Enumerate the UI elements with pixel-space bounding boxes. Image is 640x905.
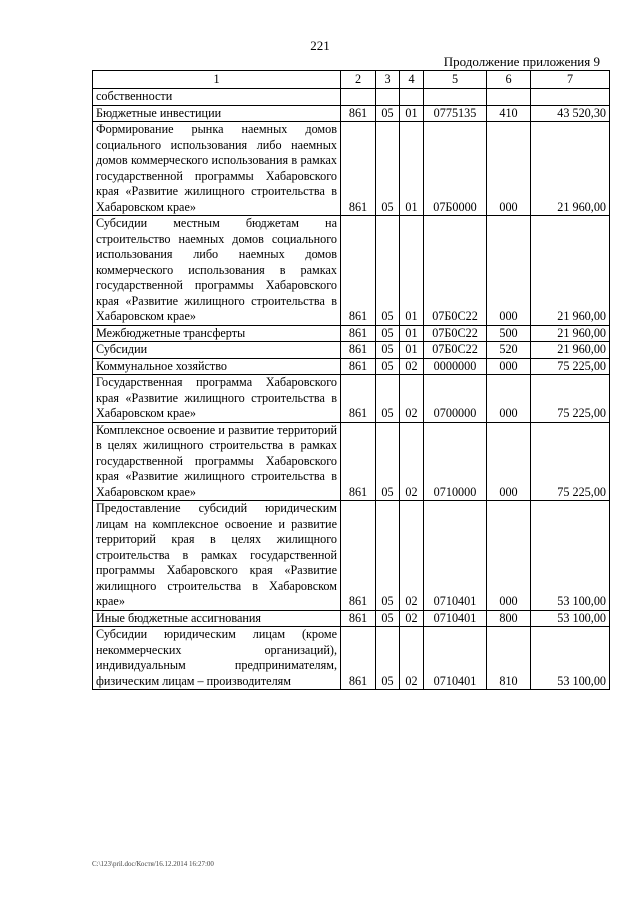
expense-type-cell: 520 [487,342,531,359]
target-article-cell: 07Б0000 [424,122,487,216]
item-name-cell: Государственная программа Хабаровского края «Развитие жилищного строительства в Хабаровском крае» [93,375,341,423]
table-row [93,375,610,423]
amount-cell: 21 960,00 [531,325,610,342]
file-path-footer: C:\123\pril.doc/Костя/16.12.2014 16:27:00 [92,860,214,868]
section-code-cell: 05 [376,501,400,611]
section-code-cell: 05 [376,342,400,359]
table-row [93,342,610,359]
subsection-code-cell: 02 [400,501,424,611]
target-article-cell: 0710000 [424,422,487,501]
amount-cell: 75 225,00 [531,375,610,423]
amount-cell: 75 225,00 [531,358,610,375]
section-code-cell [376,89,400,106]
amount-cell: 21 960,00 [531,342,610,359]
admin-code-cell: 861 [341,325,376,342]
admin-code-cell: 861 [341,342,376,359]
expense-type-cell: 000 [487,358,531,375]
admin-code-cell: 861 [341,422,376,501]
expense-type-cell: 000 [487,501,531,611]
admin-code-cell: 861 [341,501,376,611]
subsection-code-cell [400,89,424,106]
amount-cell: 53 100,00 [531,501,610,611]
expense-type-cell: 500 [487,325,531,342]
subsection-code-cell: 02 [400,358,424,375]
section-code-cell: 05 [376,216,400,326]
expense-type-cell: 800 [487,610,531,627]
section-code-cell: 05 [376,122,400,216]
admin-code-cell: 861 [341,122,376,216]
expense-type-cell: 000 [487,122,531,216]
item-name-cell: Комплексное освоение и развитие территорий в целях жилищного строительства в рамках государственной программы Хабаровского края «Развитие жилищного строительства в Хабаровском крае» [93,422,341,501]
subsection-code-cell: 01 [400,122,424,216]
amount-cell: 21 960,00 [531,216,610,326]
item-name-cell: Субсидии юридическим лицам (кроме некоммерческих организаций), индивидуальным предпринимателям, физическим лицам – производителям [93,627,341,690]
item-name-cell: Коммунальное хозяйство [93,358,341,375]
subsection-code-cell: 02 [400,422,424,501]
expense-type-cell: 000 [487,216,531,326]
header-cell: 6 [487,71,531,89]
section-code-cell: 05 [376,325,400,342]
target-article-cell: 07Б0С22 [424,325,487,342]
table-row [93,105,610,122]
target-article-cell: 0000000 [424,358,487,375]
table-row [93,422,610,501]
section-code-cell: 05 [376,358,400,375]
target-article-cell: 07Б0С22 [424,342,487,359]
item-name-cell: Иные бюджетные ассигнования [93,610,341,627]
table-row [93,501,610,611]
section-code-cell: 05 [376,375,400,423]
item-name-cell: Субсидии [93,342,341,359]
admin-code-cell: 861 [341,105,376,122]
target-article-cell: 0710401 [424,627,487,690]
expense-type-cell: 410 [487,105,531,122]
subsection-code-cell: 02 [400,375,424,423]
item-name-cell: Субсидии местным бюджетам на строительство наемных домов социального использования либо наемных домов коммерческого использования в рамках государственной программы Хабаровского края «Развитие жилищного строительства в Хабаровском крае» [93,216,341,326]
target-article-cell: 0710401 [424,501,487,611]
admin-code-cell: 861 [341,358,376,375]
section-code-cell: 05 [376,627,400,690]
appendix-continuation-label: Продолжение приложения 9 [443,54,600,69]
amount-cell: 43 520,30 [531,105,610,122]
target-article-cell: 0775135 [424,105,487,122]
header-cell: 5 [424,71,487,89]
table-row [93,122,610,216]
section-code-cell: 05 [376,610,400,627]
table-row [93,89,610,106]
header-cell: 2 [341,71,376,89]
subsection-code-cell: 01 [400,342,424,359]
header-cell: 3 [376,71,400,89]
header-cell: 1 [93,71,341,89]
header-cell: 7 [531,71,610,89]
section-code-cell: 05 [376,105,400,122]
subsection-code-cell: 01 [400,325,424,342]
amount-cell: 53 100,00 [531,610,610,627]
expense-type-cell: 000 [487,422,531,501]
subsection-code-cell: 01 [400,105,424,122]
budget-table [92,70,610,690]
amount-cell: 75 225,00 [531,422,610,501]
admin-code-cell: 861 [341,627,376,690]
section-code-cell: 05 [376,422,400,501]
target-article-cell: 0710401 [424,610,487,627]
amount-cell: 21 960,00 [531,122,610,216]
table-row [93,358,610,375]
item-name-cell: Предоставление субсидий юридическим лицам на комплексное освоение и развитие территорий края в целях жилищного строительства в рамках государственной программы Хабаровского края «Развитие жилищного строительства в Хабаровском крае» [93,501,341,611]
target-article-cell: 07Б0С22 [424,216,487,326]
item-name-cell: Формирование рынка наемных домов социального использования либо наемных домов коммерческого использования в рамках государственной программы Хабаровского края «Развитие жилищного строительства в Хабаровском крае» [93,122,341,216]
admin-code-cell: 861 [341,375,376,423]
expense-type-cell: 810 [487,627,531,690]
subsection-code-cell: 02 [400,610,424,627]
target-article-cell: 0700000 [424,375,487,423]
table-row [93,610,610,627]
subsection-code-cell: 01 [400,216,424,326]
amount-cell [531,89,610,106]
item-name-cell: Межбюджетные трансферты [93,325,341,342]
table-header-row [93,71,610,89]
admin-code-cell: 861 [341,216,376,326]
table-row [93,627,610,690]
table-row [93,325,610,342]
admin-code-cell: 861 [341,610,376,627]
header-cell: 4 [400,71,424,89]
target-article-cell [424,89,487,106]
expense-type-cell: 000 [487,375,531,423]
item-name-cell: Бюджетные инвестиции [93,105,341,122]
item-name-cell: собственности [93,89,341,106]
subsection-code-cell: 02 [400,627,424,690]
expense-type-cell [487,89,531,106]
table-row [93,216,610,326]
page-number: 221 [310,38,330,53]
amount-cell: 53 100,00 [531,627,610,690]
admin-code-cell [341,89,376,106]
